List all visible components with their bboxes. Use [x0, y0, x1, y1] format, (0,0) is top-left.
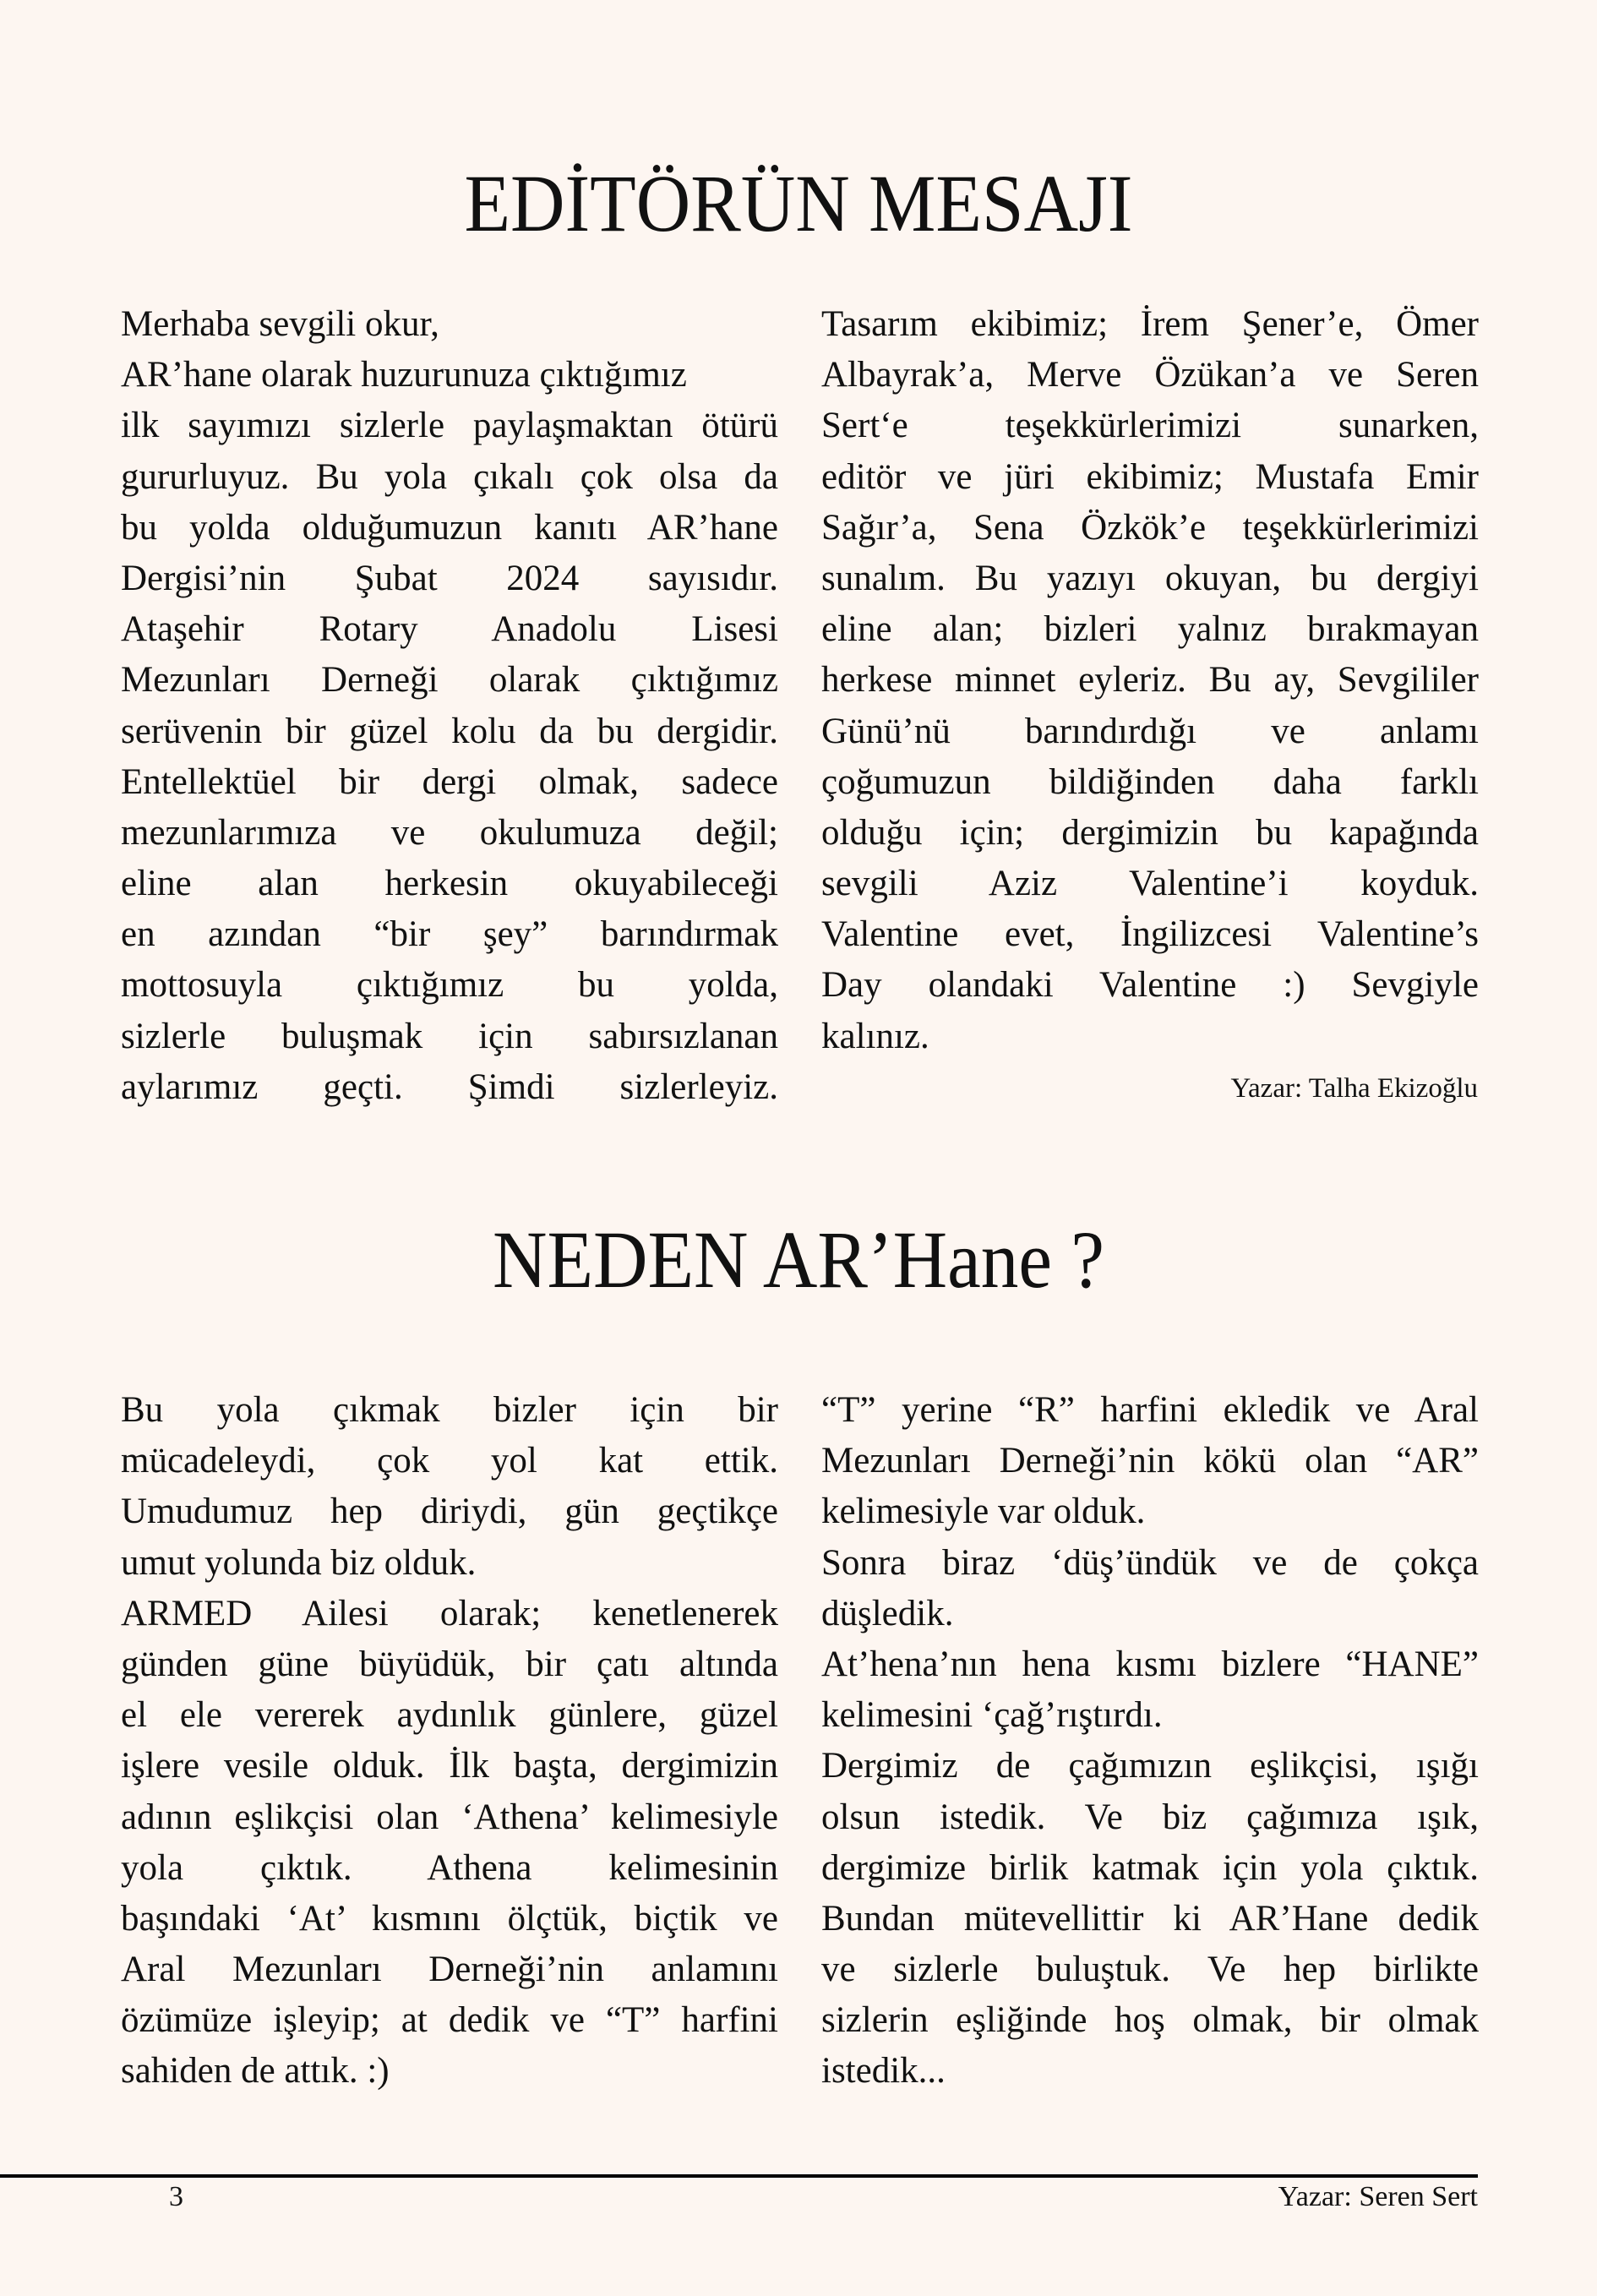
text-line: Sonra biraz ‘düş’ündük ve de çokça: [821, 1542, 1479, 1583]
text-line: ilk sayımızı sizlerle paylaşmaktan ötürü: [121, 406, 778, 446]
text-line: Sağır’a, Sena Özkök’e teşekkürlerimizi: [821, 507, 1479, 548]
text-line: Ataşehir Rotary Anadolu Lisesi: [121, 609, 778, 650]
text-line: mottosuyla çıktığımız bu yolda,: [121, 965, 778, 1006]
text-line: adının eşlikçisi olan ‘Athena’ kelimesiyle: [121, 1797, 778, 1837]
text-line: işlere vesile olduk. İlk başta, dergimizin: [121, 1746, 778, 1786]
text-line: olduğu için; dergimizin bu kapağında: [821, 812, 1479, 853]
text-line: Bundan mütevellittir ki AR’Hane dedik: [821, 1898, 1479, 1939]
text-line: özümüze işleyip; at dedik ve “T” harfini: [121, 2000, 778, 2041]
text-line: eline alan herkesin okuyabileceği: [121, 864, 778, 904]
text-line: Mezunları Derneği’nin kökü olan “AR”: [821, 1441, 1479, 1481]
text-line: Day olandaki Valentine :) Sevgiyle: [821, 965, 1479, 1006]
text-line: sunalım. Bu yazıyı okuyan, bu dergiyi: [821, 558, 1479, 598]
why-arhane-title: NEDEN AR’Hane ?: [493, 1214, 1104, 1305]
editor-message-left-column: [121, 299, 778, 1113]
text-line: AR’hane olarak huzurunuza çıktığımız: [121, 355, 687, 395]
text-line: çoğumuzun bildiğinden daha farklı: [821, 761, 1479, 802]
text-line: umut yolunda biz olduk.: [121, 1542, 477, 1583]
text-line: istedik...: [821, 2051, 946, 2091]
text-line: el ele vererek aydınlık günlere, güzel: [121, 1695, 778, 1736]
text-line: Aral Mezunları Derneği’nin anlamını: [121, 1950, 778, 1990]
text-line: Merhaba sevgili okur,: [121, 304, 439, 344]
text-line: gururluyuz. Bu yola çıkalı çok olsa da: [121, 456, 778, 497]
text-line: Valentine evet, İngilizcesi Valentine’s: [821, 914, 1479, 955]
text-line: serüvenin bir güzel kolu da bu dergidir.: [121, 711, 778, 751]
text-line: At’hena’nın hena kısmı bizlere “HANE”: [821, 1644, 1479, 1684]
text-line: kelimesini ‘çağ’rıştırdı.: [821, 1695, 1163, 1736]
text-line: başındaki ‘At’ kısmını ölçtük, biçtik ve: [121, 1898, 778, 1939]
text-line: Entellektüel bir dergi olmak, sadece: [121, 761, 778, 802]
text-line: Dergisi’nin Şubat 2024 sayısıdır.: [121, 558, 778, 598]
text-line: Sert‘e teşekkürlerimizi sunarken,: [821, 406, 1479, 446]
editor-message-right-column: [821, 299, 1479, 1062]
text-line: günden güne büyüdük, bir çatı altında: [121, 1644, 778, 1684]
text-line: eline alan; bizleri yalnız bırakmayan: [821, 609, 1479, 650]
text-line: sahiden de attık. :): [121, 2051, 390, 2091]
text-line: sevgili Aziz Valentine’i koyduk.: [821, 864, 1479, 904]
text-line: herkese minnet eyleriz. Bu ay, Sevgililer: [821, 660, 1479, 701]
text-line: kelimesiyle var olduk.: [821, 1492, 1146, 1532]
text-line: düşledik.: [821, 1593, 954, 1633]
text-line: sizlerin eşliğinde hoş olmak, bir olmak: [821, 2000, 1479, 2041]
text-line: en azından “bir şey” barındırmak: [121, 914, 778, 955]
why-arhane-left-column: [121, 1385, 778, 2097]
text-line: Mezunları Derneği olarak çıktığımız: [121, 660, 778, 701]
page-number: 3: [169, 2181, 183, 2212]
text-line: Bu yola çıkmak bizler için bir: [121, 1390, 778, 1430]
text-line: Dergimiz de çağımızın eşlikçisi, ışığı: [821, 1746, 1479, 1786]
text-line: dergimize birlik katmak için yola çıktık.: [821, 1847, 1479, 1888]
why-arhane-right-column: [821, 1385, 1479, 2097]
text-line: mezunlarımıza ve okulumuza değil;: [121, 812, 778, 853]
text-line: bu yolda olduğumuzun kanıtı AR’hane: [121, 507, 778, 548]
text-line: yola çıktık. Athena kelimesinin: [121, 1847, 778, 1888]
text-line: olsun istedik. Ve biz çağımıza ışık,: [821, 1797, 1479, 1837]
text-line: “T” yerine “R” harfini ekledik ve Aral: [821, 1390, 1479, 1430]
text-line: mücadeleydi, çok yol kat ettik.: [121, 1441, 778, 1481]
text-line: editör ve jüri ekibimiz; Mustafa Emir: [821, 456, 1479, 497]
editor-message-byline: Yazar: Talha Ekizoğlu: [1230, 1073, 1478, 1104]
footer-author: Yazar: Seren Sert: [1278, 2181, 1478, 2212]
footer-divider: [0, 2174, 1478, 2178]
text-line: kalınız.: [821, 1016, 929, 1056]
text-line: Tasarım ekibimiz; İrem Şener’e, Ömer: [821, 304, 1479, 344]
text-line: ARMED Ailesi olarak; kenetlenerek: [121, 1593, 778, 1633]
text-line: Albayrak’a, Merve Özükan’a ve Seren: [821, 355, 1479, 395]
text-line: aylarımız geçti. Şimdi sizlerleyiz.: [121, 1066, 778, 1107]
text-line: Umudumuz hep diriydi, gün geçtikçe: [121, 1492, 778, 1532]
editor-message-title: EDİTÖRÜN MESAJI: [464, 158, 1133, 248]
text-line: ve sizlerle buluştuk. Ve hep birlikte: [821, 1950, 1479, 1990]
text-line: sizlerle buluşmak için sabırsızlanan: [121, 1016, 778, 1056]
text-line: Günü’nü barındırdığı ve anlamı: [821, 711, 1479, 751]
